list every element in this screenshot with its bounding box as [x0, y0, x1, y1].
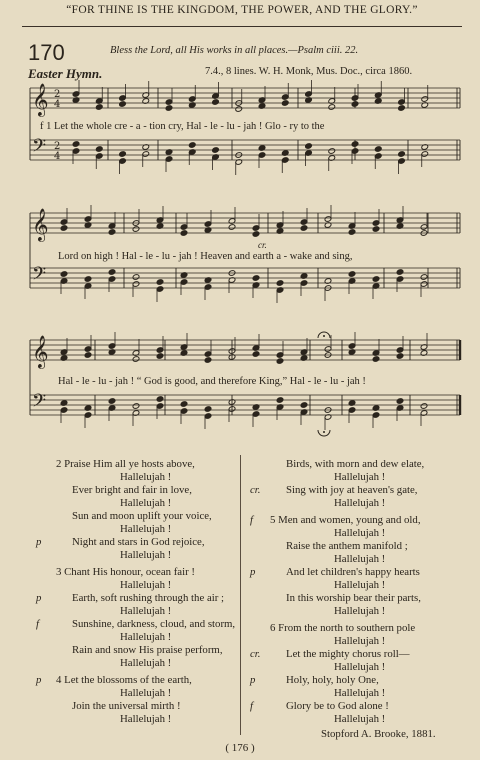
note-head — [348, 271, 356, 278]
refrain-line: Hallelujah ! — [120, 687, 172, 699]
note-head — [212, 147, 220, 154]
note-head — [328, 104, 336, 111]
refrain-line: Hallelujah ! — [334, 579, 386, 591]
crescendo-mark: cr. — [258, 240, 267, 250]
epigraph: Bless the Lord, all His works in all places.—Psalm ciii. 22. — [110, 45, 359, 56]
note-head — [72, 141, 80, 148]
refrain-line: Hallelujah ! — [334, 553, 386, 565]
dynamic-mark: p — [250, 674, 256, 686]
dynamic-mark: p — [250, 566, 256, 578]
refrain-line: Hallelujah ! — [120, 657, 172, 669]
note-head — [276, 280, 284, 287]
note-head — [276, 397, 284, 404]
time-signature-top: 2 — [54, 141, 61, 152]
verse-line: 2 Praise Him all ye hosts above, — [56, 458, 195, 470]
bass-clef: 𝄢 — [32, 264, 47, 289]
note-head — [300, 225, 308, 232]
note-head — [252, 231, 260, 238]
meter-composer-line: 7.4., 8 lines. W. H. Monk, Mus. Doc., circa 1860. — [205, 66, 413, 77]
note-head — [212, 99, 220, 106]
note-head — [281, 100, 289, 107]
verse-line: Earth, soft rushing through the air ; — [72, 592, 225, 604]
verse-line: 5 Men and women, young and old, — [270, 514, 421, 526]
verse-line: 6 From the north to southern pole — [270, 622, 416, 634]
dynamic-mark: cr. — [250, 484, 261, 496]
refrain-line: Hallelujah ! — [334, 713, 386, 725]
column-divider — [240, 455, 241, 735]
author-credit: Stopford A. Brooke, 1881. — [321, 728, 436, 740]
note-head — [398, 105, 406, 112]
note-head — [95, 104, 103, 111]
note-head — [300, 402, 308, 409]
note-head — [156, 279, 164, 286]
note-head — [420, 274, 428, 281]
note-head — [351, 141, 359, 148]
tune-name: Easter Hymn. — [28, 66, 103, 81]
note-head — [396, 398, 404, 405]
treble-clef: 𝄞 — [32, 335, 49, 368]
verse-line: 3 Chant His honour, ocean fair ! — [56, 566, 195, 578]
treble-clef: 𝄞 — [32, 208, 49, 241]
refrain-line: Hallelujah ! — [120, 579, 172, 591]
time-signature-bottom: 4 — [54, 151, 61, 162]
verse-line: Let the mighty chorus roll— — [286, 648, 410, 660]
dynamic-mark: p — [36, 674, 42, 686]
refrain-line: Hallelujah ! — [120, 605, 172, 617]
refrain-line: Hallelujah ! — [334, 687, 386, 699]
note-head — [95, 146, 103, 153]
refrain-line: Hallelujah ! — [120, 549, 172, 561]
note-head — [188, 142, 196, 149]
note-head — [276, 358, 284, 365]
dynamic-mark: f — [250, 700, 253, 712]
refrain-line: Hallelujah ! — [120, 471, 172, 483]
refrain-line: Hallelujah ! — [334, 635, 386, 647]
note-head — [305, 143, 313, 150]
note-head — [204, 406, 212, 413]
verse-line: Sunshine, darkness, cloud, and storm, — [72, 618, 236, 630]
lyrics-system-1: f 1 Let the whole cre - a - tion cry, Hal - le - lu - jah ! Glo - ry to the — [40, 121, 325, 132]
refrain-line: Hallelujah ! — [334, 527, 386, 539]
running-header: “FOR THINE IS THE KINGDOM, THE POWER, AND THE GLORY.” — [66, 4, 418, 16]
refrain-line: Hallelujah ! — [120, 497, 172, 509]
verse-line: Glory be to God alone ! — [286, 700, 389, 712]
verse-line: Birds, with morn and dew elate, — [286, 458, 425, 470]
note-head — [156, 396, 164, 403]
note-head — [396, 269, 404, 276]
refrain-line: Hallelujah ! — [120, 631, 172, 643]
note-head — [132, 226, 140, 233]
bass-clef: 𝄢 — [32, 391, 47, 416]
note-head — [374, 146, 382, 153]
note-head — [108, 398, 116, 405]
note-head — [180, 230, 188, 237]
hymn-number: 170 — [28, 40, 65, 65]
fermata-dot — [323, 335, 325, 337]
note-head — [119, 101, 127, 108]
verse-line: And let children's happy hearts — [286, 566, 420, 578]
note-head — [84, 276, 92, 283]
lyrics-system-3: Hal - le - lu - jah ! “ God is good, and therefore King,” Hal - le - lu - jah ! — [58, 376, 366, 387]
note-head — [372, 356, 380, 363]
refrain-line: Hallelujah ! — [334, 661, 386, 673]
dynamic-mark: p — [36, 536, 42, 548]
note-head — [420, 403, 428, 410]
note-head — [132, 356, 140, 363]
refrain-line: Hallelujah ! — [120, 713, 172, 725]
note-head — [165, 105, 173, 112]
note-head — [60, 271, 68, 278]
dynamic-mark: p — [36, 592, 42, 604]
note-head — [252, 351, 260, 358]
verse-line: Sun and moon uplift your voice, — [72, 510, 212, 522]
note-head — [351, 101, 359, 108]
bass-clef: 𝄢 — [32, 136, 47, 161]
verse-line: Rain and snow His praise perform, — [72, 644, 223, 656]
note-head — [252, 275, 260, 282]
dynamic-mark: cr. — [250, 648, 261, 660]
verse-line: Join the universal mirth ! — [72, 700, 181, 712]
verse-line: Ever bright and fair in love, — [72, 484, 192, 496]
verse-line: Night and stars in God rejoice, — [72, 536, 205, 548]
time-signature-top: 2 — [54, 89, 61, 100]
verse-line: Holy, holy, holy One, — [286, 674, 379, 686]
note-head — [235, 106, 243, 113]
note-head — [119, 151, 127, 158]
treble-clef: 𝄞 — [32, 83, 49, 116]
note-head — [396, 353, 404, 360]
refrain-line: Hallelujah ! — [334, 497, 386, 509]
note-head — [108, 229, 116, 236]
note-head — [156, 353, 164, 360]
refrain-line: Hallelujah ! — [334, 605, 386, 617]
dynamic-mark: f — [250, 514, 253, 526]
verse-line: 4 Let the blossoms of the earth, — [56, 674, 192, 686]
note-head — [132, 274, 140, 281]
lyrics-system-2: Lord on high ! Hal - le - lu - jah ! Heaven and earth a - wake and sing, — [58, 251, 353, 262]
note-head — [398, 151, 406, 158]
note-head — [108, 269, 116, 276]
refrain-line: Hallelujah ! — [120, 523, 172, 535]
verse-line: Sing with joy at heaven's gate, — [286, 484, 418, 496]
note-head — [204, 357, 212, 364]
note-head — [180, 401, 188, 408]
dynamic-mark: f — [36, 618, 39, 630]
note-head — [328, 148, 336, 155]
fermata-dot — [323, 431, 325, 433]
refrain-line: Hallelujah ! — [334, 471, 386, 483]
note-head — [60, 225, 68, 232]
verse-line: Raise the anthem manifold ; — [286, 540, 408, 552]
note-head — [132, 403, 140, 410]
note-head — [372, 226, 380, 233]
page-number: ( 176 ) — [225, 742, 255, 754]
note-head — [228, 224, 236, 231]
verse-line: In this worship bear their parts, — [286, 592, 421, 604]
note-head — [348, 229, 356, 236]
time-signature-bottom: 4 — [54, 99, 61, 110]
note-head — [372, 276, 380, 283]
note-head — [84, 352, 92, 359]
